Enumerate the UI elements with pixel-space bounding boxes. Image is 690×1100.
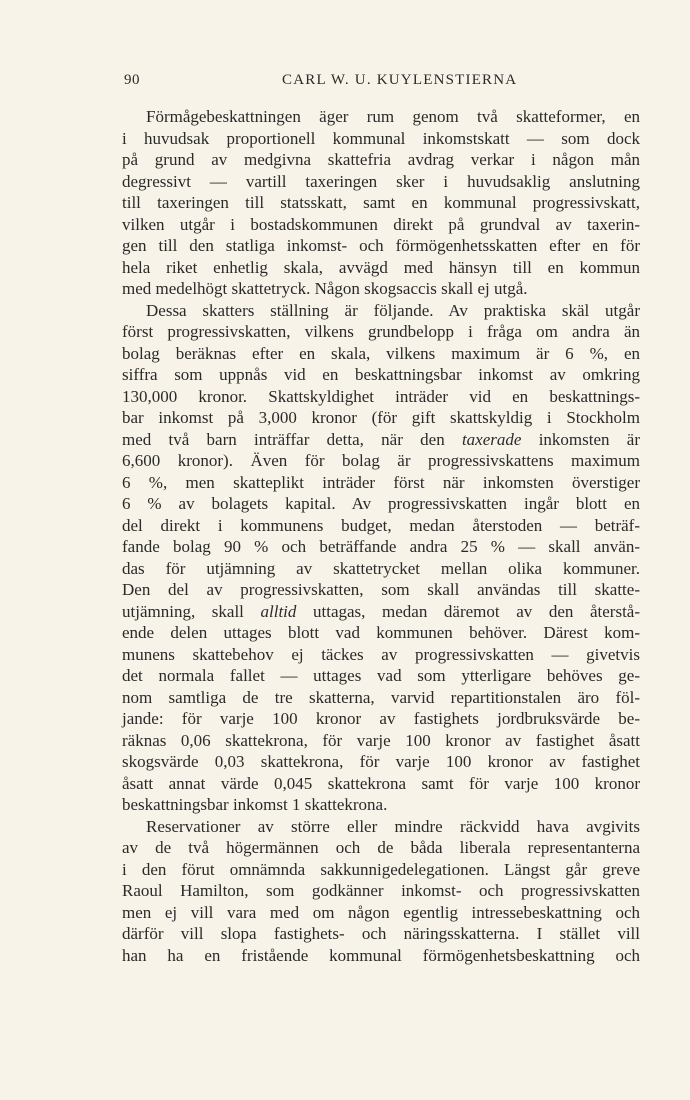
text-segment: Raoul Hamilton, som godkänner inkomst- och progressivskatten xyxy=(122,881,640,900)
text-line xyxy=(122,493,640,515)
text-segment: bolag beräknas efter en skala, vilkens maximum är 6 %, en xyxy=(122,343,640,363)
text-line xyxy=(122,214,640,236)
text-segment: 6,600 kronor). Även för bolag är progressivskattens maximum xyxy=(122,451,640,470)
text-line xyxy=(122,730,640,752)
text-segment: på grund av medgivna skattefria avdrag verkar i någon mån xyxy=(122,150,640,169)
emphasized-word: alltid xyxy=(260,601,297,621)
text-segment: med två barn inträffar detta, när den xyxy=(122,429,462,449)
text-line xyxy=(122,128,640,150)
text-line xyxy=(122,536,640,558)
text-line xyxy=(122,773,640,795)
text-segment: Reservationer av större eller mindre räckvidd hava avgivits xyxy=(146,816,640,836)
text-line xyxy=(122,450,640,472)
text-line xyxy=(122,106,640,128)
text-segment: han ha en fristående kommunal förmögenhetsbeskattning och xyxy=(122,945,640,965)
text-segment: skogsvärde 0,03 skattekrona, för varje 100 kronor av fastighet xyxy=(122,752,640,771)
text-line xyxy=(122,149,640,171)
text-segment: därför vill slopa fastighets- och näringsskatterna. I stället vill xyxy=(122,924,640,943)
text-segment: i den förut omnämnda sakkunnigedelegationen. Längst går greve xyxy=(122,859,640,879)
text-segment: munens skattebehov ej täckes av progressivskatten — givetvis xyxy=(122,644,640,664)
running-head xyxy=(0,72,690,96)
text-line xyxy=(122,751,640,773)
text-segment: inkomsten är xyxy=(521,429,640,449)
emphasized-word: taxerade xyxy=(461,429,522,449)
text-segment: åsatt annat värde 0,045 skattekrona samt för varje 100 kronor xyxy=(122,773,640,793)
text-segment: räknas 0,06 skattekrona, för varje 100 kronor av fastighet åsatt xyxy=(122,730,640,750)
text-line xyxy=(122,816,640,838)
text-segment: del direkt i kommunens budget, medan återstoden — beträf- xyxy=(122,515,640,535)
text-segment: fande bolag 90 % och beträffande andra 25 % — skall använ- xyxy=(122,537,640,556)
text-line xyxy=(122,386,640,408)
text-line xyxy=(122,300,640,322)
text-segment: vilken utgår i bostadskommunen direkt på grundval av taxerin- xyxy=(122,214,640,234)
text-segment: uttagas, medan däremot av den återstå- xyxy=(296,601,641,621)
text-line xyxy=(122,257,640,279)
text-line xyxy=(122,407,640,429)
text-segment: i huvudsak proportionell kommunal inkomstskatt — som dock xyxy=(122,128,640,148)
body-text xyxy=(122,106,640,966)
text-segment: gen till den statliga inkomst- och förmögenhetsskatten efter en för xyxy=(122,236,640,255)
text-line xyxy=(122,687,640,709)
text-line xyxy=(122,601,640,623)
text-line xyxy=(122,171,640,193)
text-segment: det normala fallet — uttages vad som ytterligare behöves ge- xyxy=(122,666,640,685)
text-segment: av de två högermännen och de båda liberala representanterna xyxy=(122,838,640,857)
text-segment: Förmågebeskattningen äger rum genom två skatteformer, en xyxy=(146,107,640,126)
text-segment: med medelhögt skattetryck. Någon skogsaccis skall ej utgå. xyxy=(122,279,528,298)
text-line xyxy=(122,945,640,967)
text-segment: 6 % av bolagets kapital. Av progressivskatten ingår blott en xyxy=(122,494,640,513)
text-segment: ende delen uttages blott vad kommunen behöver. Därest kom- xyxy=(122,623,640,642)
text-line xyxy=(122,192,640,214)
text-line xyxy=(122,235,640,257)
text-segment: nom samtliga de tre skatterna, varvid repartitionstalen äro föl- xyxy=(122,687,640,707)
text-line xyxy=(122,880,640,902)
text-line xyxy=(122,859,640,881)
text-segment: Den del av progressivskatten, som skall användas till skatte- xyxy=(122,580,640,599)
text-line xyxy=(122,472,640,494)
text-line xyxy=(122,794,640,816)
text-segment: men ej vill vara med om någon egentlig intressebeskattning och xyxy=(122,902,640,922)
text-line xyxy=(122,837,640,859)
text-line xyxy=(122,429,640,451)
text-segment: jande: för varje 100 kronor av fastighets jordbruksvärde be- xyxy=(122,709,640,728)
text-segment: 6 %, men skatteplikt inträder först när inkomsten överstiger xyxy=(122,472,640,492)
text-segment: das för utjämning av skattetrycket mellan olika kommuner. xyxy=(122,558,640,578)
text-segment: 130,000 kronor. Skattskyldighet inträder vid en beskattnings- xyxy=(122,386,640,406)
text-line xyxy=(122,278,640,300)
text-line xyxy=(122,515,640,537)
text-line xyxy=(122,579,640,601)
text-line xyxy=(122,708,640,730)
text-segment: Dessa skatters ställning är följande. Av praktiska skäl utgår xyxy=(146,300,640,320)
text-segment: hela riket enhetlig skala, avvägd med hänsyn till en kommun xyxy=(122,257,640,277)
text-line xyxy=(122,644,640,666)
text-segment: bar inkomst på 3,000 kronor (för gift skattskyldig i Stockholm xyxy=(122,408,640,427)
text-segment: beskattningsbar inkomst 1 skattekrona. xyxy=(122,795,388,814)
text-line xyxy=(122,364,640,386)
text-line xyxy=(122,622,640,644)
text-line xyxy=(122,923,640,945)
text-line xyxy=(122,902,640,924)
text-segment: till taxeringen till statsskatt, samt en kommunal progressivskatt, xyxy=(122,193,640,212)
text-line xyxy=(122,558,640,580)
text-segment: först progressivskatten, vilkens grundbelopp i fråga om andra än xyxy=(122,322,640,341)
running-head-author: CARL W. U. KUYLENSTIERNA xyxy=(282,72,518,88)
text-line xyxy=(122,665,640,687)
page-number: 90 xyxy=(124,72,140,88)
text-line xyxy=(122,321,640,343)
text-segment: degressivt — vartill taxeringen sker i huvudsaklig anslutning xyxy=(122,171,640,191)
text-segment: utjämning, skall xyxy=(122,601,261,621)
text-line xyxy=(122,343,640,365)
text-segment: siffra som uppnås vid en beskattningsbar inkomst av omkring xyxy=(122,365,640,384)
